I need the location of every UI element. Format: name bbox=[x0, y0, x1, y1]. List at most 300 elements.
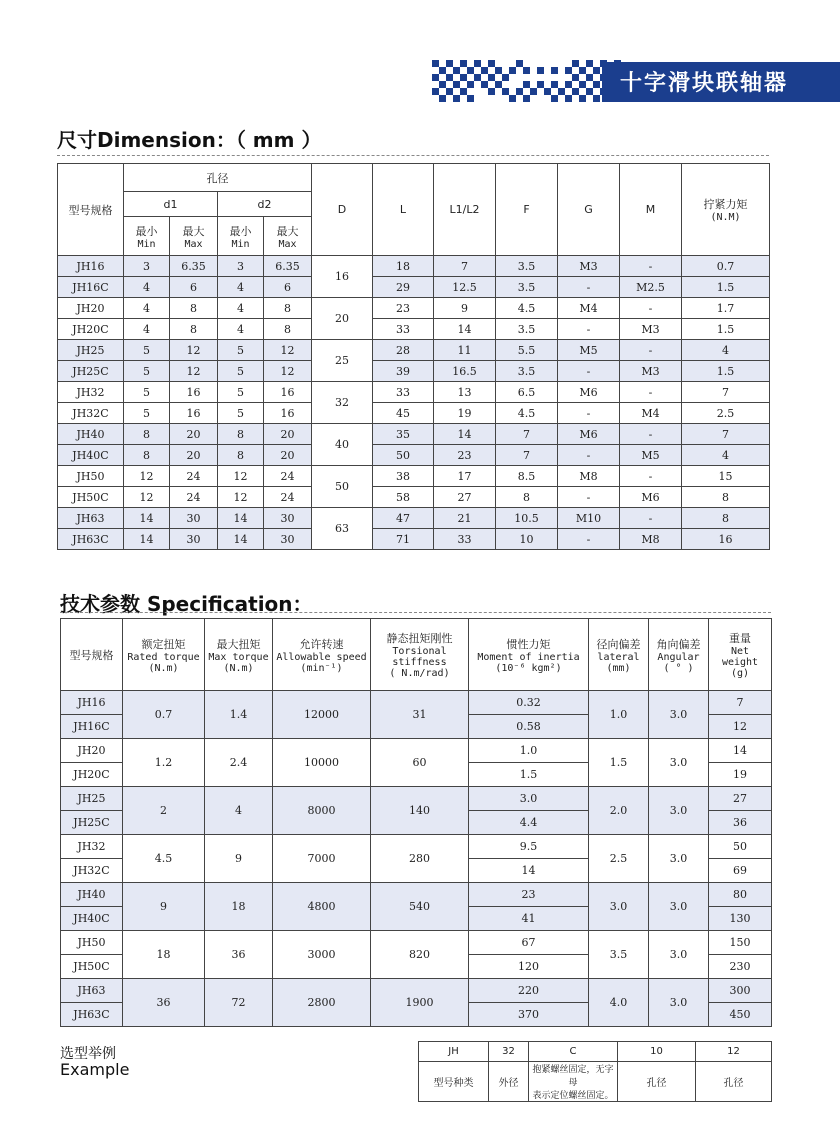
table-row bbox=[58, 466, 770, 487]
cell-model: JH32C bbox=[58, 403, 124, 424]
cell-angular: 3.0 bbox=[649, 739, 709, 787]
cell-F: 3.5 bbox=[496, 256, 558, 277]
cell-M: - bbox=[620, 508, 682, 529]
cell-d1-max: 16 bbox=[170, 403, 218, 424]
checker-square bbox=[432, 60, 439, 67]
col-d2-min bbox=[218, 217, 264, 256]
checker-square bbox=[516, 88, 523, 95]
dimension-divider bbox=[57, 155, 769, 156]
inertia-unit: (10⁻⁶ kgm²) bbox=[495, 662, 562, 674]
cell-G: M8 bbox=[558, 466, 620, 487]
cell-d1-max: 6.35 bbox=[170, 256, 218, 277]
cell-inertia: 120 bbox=[469, 955, 589, 979]
example-label-en: Example bbox=[60, 1060, 130, 1079]
col-d1: d1 bbox=[124, 192, 218, 217]
cell-torque: 1.5 bbox=[682, 277, 770, 298]
cell-model: JH32 bbox=[58, 382, 124, 403]
max-en: Max bbox=[184, 238, 203, 250]
checker-square bbox=[593, 95, 600, 102]
example-desc-text: 抱紧螺丝固定，无字母 bbox=[532, 1065, 614, 1088]
cell-torque: 2.5 bbox=[682, 403, 770, 424]
spec-col-model: 型号规格 bbox=[61, 619, 123, 691]
example-code: 12 bbox=[696, 1042, 772, 1062]
checker-square bbox=[460, 88, 467, 95]
cell-max: 2.4 bbox=[205, 739, 273, 787]
cell-d1-min: 12 bbox=[124, 466, 170, 487]
cell-G: M6 bbox=[558, 424, 620, 445]
cell-inertia: 0.58 bbox=[469, 715, 589, 739]
min-en: Min bbox=[231, 238, 250, 250]
cell-d1-min: 4 bbox=[124, 319, 170, 340]
cell-L: 29 bbox=[373, 277, 434, 298]
cell-stiff: 140 bbox=[371, 787, 469, 835]
cell-speed: 4800 bbox=[273, 883, 371, 931]
checker-square bbox=[523, 95, 530, 102]
cell-L1L2: 12.5 bbox=[434, 277, 496, 298]
cell-inertia: 1.5 bbox=[469, 763, 589, 787]
cell-stiff: 540 bbox=[371, 883, 469, 931]
checker-square bbox=[523, 67, 530, 74]
cell-stiff: 31 bbox=[371, 691, 469, 739]
cell-d2-max: 20 bbox=[264, 424, 312, 445]
min-cn: 最小 bbox=[135, 224, 158, 238]
max-cn: 最大扭矩 bbox=[216, 637, 261, 651]
cell-inertia: 220 bbox=[469, 979, 589, 1003]
table-row bbox=[58, 277, 770, 298]
checker-square bbox=[572, 60, 579, 67]
max-en: Max bbox=[278, 238, 297, 250]
cell-model: JH50C bbox=[61, 955, 123, 979]
cell-M: M3 bbox=[620, 361, 682, 382]
checker-square bbox=[495, 67, 502, 74]
table-row bbox=[58, 508, 770, 529]
table-row bbox=[61, 739, 772, 763]
cell-L: 23 bbox=[373, 298, 434, 319]
cell-inertia: 9.5 bbox=[469, 835, 589, 859]
cell-d2-min: 8 bbox=[218, 445, 264, 466]
spec-col-angular bbox=[649, 619, 709, 691]
cell-F: 3.5 bbox=[496, 361, 558, 382]
cell-L1L2: 7 bbox=[434, 256, 496, 277]
cell-angular: 3.0 bbox=[649, 979, 709, 1027]
spec-col-lateral bbox=[589, 619, 649, 691]
cell-model: JH25C bbox=[61, 811, 123, 835]
cell-L: 33 bbox=[373, 382, 434, 403]
cell-d2-max: 16 bbox=[264, 382, 312, 403]
checker-square bbox=[579, 95, 586, 102]
cell-rated: 1.2 bbox=[123, 739, 205, 787]
cell-lateral: 2.0 bbox=[589, 787, 649, 835]
rated-cn: 额定扭矩 bbox=[141, 637, 186, 651]
cell-M: - bbox=[620, 256, 682, 277]
cell-model: JH63 bbox=[58, 508, 124, 529]
cell-speed: 12000 bbox=[273, 691, 371, 739]
cell-model: JH63C bbox=[61, 1003, 123, 1027]
cell-torque: 1.5 bbox=[682, 319, 770, 340]
cell-L: 45 bbox=[373, 403, 434, 424]
cell-weight: 69 bbox=[709, 859, 772, 883]
example-desc-text: 孔径 bbox=[646, 1078, 667, 1089]
table-row bbox=[58, 256, 770, 277]
speed-cn: 允许转速 bbox=[299, 637, 344, 651]
cell-D: 63 bbox=[312, 508, 373, 550]
cell-model: JH20C bbox=[58, 319, 124, 340]
max-unit: (N.m) bbox=[223, 662, 254, 674]
cell-L1L2: 27 bbox=[434, 487, 496, 508]
cell-D: 32 bbox=[312, 382, 373, 424]
checker-square bbox=[565, 67, 572, 74]
table-row bbox=[61, 691, 772, 715]
wt-en2: weight bbox=[721, 657, 759, 668]
cell-torque: 15 bbox=[682, 466, 770, 487]
cell-max: 9 bbox=[205, 835, 273, 883]
checker-square bbox=[488, 60, 495, 67]
checker-square bbox=[530, 88, 537, 95]
cell-speed: 2800 bbox=[273, 979, 371, 1027]
checker-square bbox=[481, 67, 488, 74]
cell-L: 50 bbox=[373, 445, 434, 466]
cell-model: JH25C bbox=[58, 361, 124, 382]
cell-d1-min: 8 bbox=[124, 445, 170, 466]
cell-M: M2.5 bbox=[620, 277, 682, 298]
cell-d1-min: 5 bbox=[124, 340, 170, 361]
checker-square bbox=[607, 95, 614, 102]
cell-G: - bbox=[558, 319, 620, 340]
cell-model: JH16 bbox=[61, 691, 123, 715]
cell-L: 35 bbox=[373, 424, 434, 445]
checker-square bbox=[593, 67, 600, 74]
cell-L: 18 bbox=[373, 256, 434, 277]
speed-unit: (min⁻¹) bbox=[300, 662, 343, 674]
checker-square bbox=[474, 60, 481, 67]
cell-d2-min: 14 bbox=[218, 529, 264, 550]
banner-title: 十字滑块联轴器 bbox=[619, 71, 788, 96]
cell-F: 8.5 bbox=[496, 466, 558, 487]
example-label-cn: 选型举例 bbox=[60, 1046, 116, 1062]
checker-square bbox=[502, 88, 509, 95]
col-M: M bbox=[620, 164, 682, 256]
cell-torque: 1.7 bbox=[682, 298, 770, 319]
cell-max: 36 bbox=[205, 931, 273, 979]
dimension-table bbox=[57, 163, 770, 550]
example-desc-text: 外径 bbox=[498, 1078, 519, 1089]
cell-D: 16 bbox=[312, 256, 373, 298]
spec-col-max bbox=[205, 619, 273, 691]
cell-torque: 7 bbox=[682, 382, 770, 403]
cell-d1-min: 4 bbox=[124, 277, 170, 298]
cell-stiff: 60 bbox=[371, 739, 469, 787]
checker-square bbox=[460, 60, 467, 67]
checker-square bbox=[586, 60, 593, 67]
cell-model: JH63C bbox=[58, 529, 124, 550]
example-desc bbox=[529, 1062, 618, 1102]
ang-unit: ( ° ) bbox=[663, 662, 694, 674]
checker-square bbox=[453, 95, 460, 102]
cell-angular: 3.0 bbox=[649, 691, 709, 739]
cell-inertia: 1.0 bbox=[469, 739, 589, 763]
cell-M: - bbox=[620, 382, 682, 403]
cell-d2-max: 30 bbox=[264, 529, 312, 550]
ang-en: Angular bbox=[657, 651, 700, 663]
cell-model: JH20 bbox=[61, 739, 123, 763]
cell-lateral: 3.5 bbox=[589, 931, 649, 979]
cell-G: M3 bbox=[558, 256, 620, 277]
cell-inertia: 3.0 bbox=[469, 787, 589, 811]
spec-col-rated bbox=[123, 619, 205, 691]
cell-torque: 16 bbox=[682, 529, 770, 550]
cell-L1L2: 17 bbox=[434, 466, 496, 487]
cell-d1-max: 16 bbox=[170, 382, 218, 403]
checker-square bbox=[586, 88, 593, 95]
checker-square bbox=[593, 81, 600, 88]
cell-d1-max: 8 bbox=[170, 298, 218, 319]
cell-d1-max: 30 bbox=[170, 508, 218, 529]
lat-en: lateral bbox=[597, 651, 640, 663]
cell-weight: 19 bbox=[709, 763, 772, 787]
max-cn: 最大 bbox=[276, 224, 299, 238]
header-banner bbox=[432, 58, 840, 102]
cell-F: 10 bbox=[496, 529, 558, 550]
cell-torque: 0.7 bbox=[682, 256, 770, 277]
cell-D: 25 bbox=[312, 340, 373, 382]
col-model: 型号规格 bbox=[58, 164, 124, 256]
cell-model: JH63 bbox=[61, 979, 123, 1003]
cell-L1L2: 13 bbox=[434, 382, 496, 403]
checker-square bbox=[446, 60, 453, 67]
checker-square bbox=[607, 67, 614, 74]
lat-unit: (mm) bbox=[606, 662, 631, 674]
checker-square bbox=[600, 60, 607, 67]
cell-rated: 2 bbox=[123, 787, 205, 835]
checker-square bbox=[467, 67, 474, 74]
cell-inertia: 14 bbox=[469, 859, 589, 883]
checker-square bbox=[502, 74, 509, 81]
example-desc bbox=[696, 1062, 772, 1102]
cell-rated: 18 bbox=[123, 931, 205, 979]
cell-d2-max: 20 bbox=[264, 445, 312, 466]
cell-angular: 3.0 bbox=[649, 835, 709, 883]
cell-L1L2: 19 bbox=[434, 403, 496, 424]
cell-d2-min: 3 bbox=[218, 256, 264, 277]
cell-G: - bbox=[558, 403, 620, 424]
cell-L1L2: 33 bbox=[434, 529, 496, 550]
cell-d1-max: 24 bbox=[170, 487, 218, 508]
rated-unit: (N.m) bbox=[148, 662, 179, 674]
cell-lateral: 3.0 bbox=[589, 883, 649, 931]
checker-square bbox=[572, 74, 579, 81]
cell-F: 8 bbox=[496, 487, 558, 508]
cell-L: 38 bbox=[373, 466, 434, 487]
checker-square bbox=[607, 81, 614, 88]
checker-square bbox=[453, 81, 460, 88]
cell-M: M4 bbox=[620, 403, 682, 424]
checker-square bbox=[600, 88, 607, 95]
checker-square bbox=[474, 74, 481, 81]
cell-model: JH25 bbox=[58, 340, 124, 361]
cell-model: JH16C bbox=[58, 277, 124, 298]
spec-divider bbox=[60, 612, 771, 613]
cell-weight: 450 bbox=[709, 1003, 772, 1027]
cell-torque: 8 bbox=[682, 508, 770, 529]
cell-d1-min: 5 bbox=[124, 382, 170, 403]
col-d1-max bbox=[170, 217, 218, 256]
checker-square bbox=[551, 67, 558, 74]
checker-square bbox=[460, 74, 467, 81]
cell-d2-max: 8 bbox=[264, 319, 312, 340]
checker-square bbox=[481, 81, 488, 88]
cell-d1-min: 8 bbox=[124, 424, 170, 445]
cell-rated: 9 bbox=[123, 883, 205, 931]
cell-M: M5 bbox=[620, 445, 682, 466]
cell-M: M3 bbox=[620, 319, 682, 340]
min-cn: 最小 bbox=[229, 224, 252, 238]
checker-square bbox=[600, 74, 607, 81]
example-code: 10 bbox=[618, 1042, 696, 1062]
example-table bbox=[418, 1041, 772, 1102]
cell-M: M6 bbox=[620, 487, 682, 508]
spec-table bbox=[60, 618, 772, 1027]
cell-d2-min: 4 bbox=[218, 277, 264, 298]
cell-d2-min: 12 bbox=[218, 487, 264, 508]
cell-model: JH40C bbox=[61, 907, 123, 931]
checker-square bbox=[544, 88, 551, 95]
wt-unit: (g) bbox=[730, 668, 750, 679]
cell-d2-min: 5 bbox=[218, 403, 264, 424]
cell-speed: 7000 bbox=[273, 835, 371, 883]
cell-M: M8 bbox=[620, 529, 682, 550]
dimension-title: 尺寸Dimension：（ mm ） bbox=[57, 128, 322, 152]
cell-rated: 4.5 bbox=[123, 835, 205, 883]
example-desc-text: 孔径 bbox=[723, 1078, 744, 1089]
lat-cn: 径向偏差 bbox=[596, 637, 641, 651]
example-desc-row bbox=[419, 1062, 772, 1102]
cell-d1-min: 14 bbox=[124, 529, 170, 550]
cell-d2-min: 14 bbox=[218, 508, 264, 529]
cell-d2-max: 6.35 bbox=[264, 256, 312, 277]
cell-M: - bbox=[620, 466, 682, 487]
checker-square bbox=[453, 67, 460, 74]
checker-square bbox=[565, 95, 572, 102]
example-desc bbox=[618, 1062, 696, 1102]
checker-square bbox=[509, 95, 516, 102]
cell-speed: 10000 bbox=[273, 739, 371, 787]
cell-weight: 27 bbox=[709, 787, 772, 811]
cell-d1-max: 20 bbox=[170, 445, 218, 466]
cell-stiff: 820 bbox=[371, 931, 469, 979]
cell-L: 47 bbox=[373, 508, 434, 529]
cell-weight: 150 bbox=[709, 931, 772, 955]
cell-weight: 50 bbox=[709, 835, 772, 859]
cell-d1-min: 12 bbox=[124, 487, 170, 508]
col-d2-max bbox=[264, 217, 312, 256]
checker-square bbox=[488, 74, 495, 81]
checker-square bbox=[446, 74, 453, 81]
cell-max: 18 bbox=[205, 883, 273, 931]
cell-inertia: 41 bbox=[469, 907, 589, 931]
cell-model: JH25 bbox=[61, 787, 123, 811]
cell-d1-max: 12 bbox=[170, 361, 218, 382]
cell-d2-min: 8 bbox=[218, 424, 264, 445]
cell-d2-max: 12 bbox=[264, 361, 312, 382]
cell-model: JH40 bbox=[58, 424, 124, 445]
checker-square bbox=[572, 88, 579, 95]
cell-stiff: 280 bbox=[371, 835, 469, 883]
cell-F: 5.5 bbox=[496, 340, 558, 361]
cell-d1-max: 30 bbox=[170, 529, 218, 550]
checker-square bbox=[516, 60, 523, 67]
cell-d2-min: 5 bbox=[218, 361, 264, 382]
cell-model: JH32C bbox=[61, 859, 123, 883]
cell-model: JH16C bbox=[61, 715, 123, 739]
cell-d1-max: 6 bbox=[170, 277, 218, 298]
cell-stiff: 1900 bbox=[371, 979, 469, 1027]
cell-torque: 4 bbox=[682, 340, 770, 361]
cell-F: 3.5 bbox=[496, 319, 558, 340]
cell-lateral: 2.5 bbox=[589, 835, 649, 883]
cell-rated: 36 bbox=[123, 979, 205, 1027]
cell-G: - bbox=[558, 277, 620, 298]
stiff-en1: Torsional bbox=[392, 646, 447, 657]
cell-D: 50 bbox=[312, 466, 373, 508]
checker-square bbox=[432, 74, 439, 81]
col-G: G bbox=[558, 164, 620, 256]
col-bore: 孔径 bbox=[124, 164, 312, 192]
cell-G: - bbox=[558, 529, 620, 550]
example-code: C bbox=[529, 1042, 618, 1062]
cell-d2-max: 16 bbox=[264, 403, 312, 424]
checker-square bbox=[586, 74, 593, 81]
cell-model: JH20 bbox=[58, 298, 124, 319]
table-row bbox=[58, 424, 770, 445]
cell-G: - bbox=[558, 487, 620, 508]
inertia-cn: 惯性力矩 bbox=[506, 637, 551, 651]
stiff-cn: 静态扭矩刚性 bbox=[386, 632, 453, 645]
example-codes-row bbox=[419, 1042, 772, 1062]
cell-max: 4 bbox=[205, 787, 273, 835]
cell-G: M4 bbox=[558, 298, 620, 319]
cell-G: - bbox=[558, 445, 620, 466]
checker-square bbox=[579, 67, 586, 74]
cell-inertia: 0.32 bbox=[469, 691, 589, 715]
cell-F: 10.5 bbox=[496, 508, 558, 529]
table-row bbox=[58, 487, 770, 508]
table-row bbox=[61, 979, 772, 1003]
cell-model: JH50 bbox=[58, 466, 124, 487]
cell-L1L2: 16.5 bbox=[434, 361, 496, 382]
cell-d1-min: 5 bbox=[124, 403, 170, 424]
cell-d2-min: 12 bbox=[218, 466, 264, 487]
checker-square bbox=[565, 81, 572, 88]
cell-weight: 130 bbox=[709, 907, 772, 931]
checker-square bbox=[439, 81, 446, 88]
spec-title: 技术参数 Specification： bbox=[60, 592, 313, 616]
cell-model: JH32 bbox=[61, 835, 123, 859]
stiff-unit: ( N.m/rad) bbox=[389, 668, 450, 679]
torque-label: 拧紧力矩 bbox=[703, 198, 748, 211]
table-row bbox=[58, 382, 770, 403]
ang-cn: 角向偏差 bbox=[656, 637, 701, 651]
checker-square bbox=[495, 81, 502, 88]
cell-L: 71 bbox=[373, 529, 434, 550]
example-desc-text: 型号种类 bbox=[433, 1078, 474, 1089]
cell-weight: 230 bbox=[709, 955, 772, 979]
checker-square bbox=[551, 95, 558, 102]
max-en: Max torque bbox=[208, 651, 269, 663]
cell-weight: 7 bbox=[709, 691, 772, 715]
example-code: JH bbox=[419, 1042, 489, 1062]
cell-M: - bbox=[620, 340, 682, 361]
cell-d1-max: 24 bbox=[170, 466, 218, 487]
